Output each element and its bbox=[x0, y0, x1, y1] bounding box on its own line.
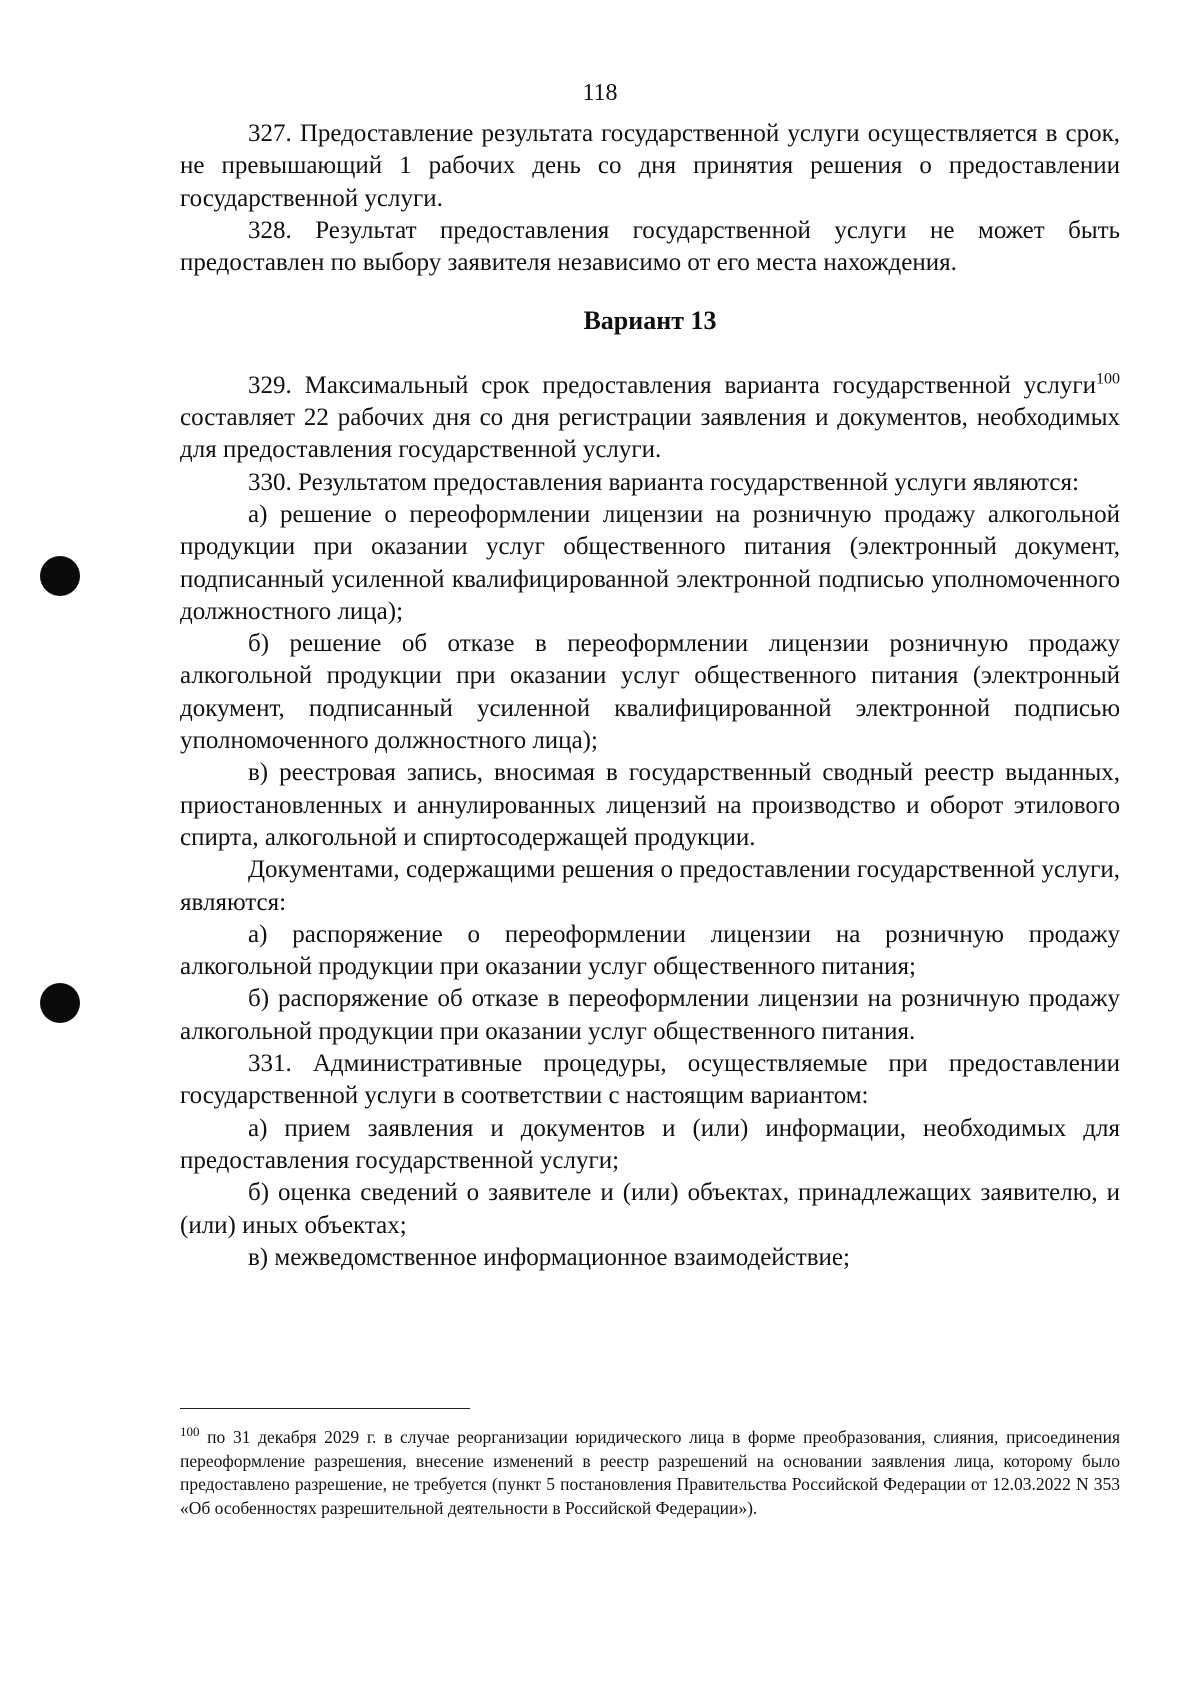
list-item-331-b: б) оценка сведений о заявителе и (или) объектах, принадлежащих заявителю, и (или) иных объектах; bbox=[180, 1179, 1120, 1239]
footnote bbox=[180, 1426, 1120, 1520]
list-item-330-v: в) реестровая запись, вносимая в государственный сводный реестр выданных, приостановленных и аннулированных лицензий на производство и оборот этилового спирта, алкогольной и спиртосодержащей продукции. bbox=[180, 759, 1120, 851]
paragraph-328: 328. Результат предоставления государственной услуги не может быть предоставлен по выбору заявителя независимо от его места нахождения. bbox=[180, 216, 1120, 277]
punch-hole-mark-top bbox=[40, 556, 80, 596]
list-item-331-a: а) прием заявления и документов и (или) информации, необходимых для предоставления государственной услуги; bbox=[180, 1114, 1120, 1174]
paragraph-decision-documents: Документами, содержащими решения о предоставлении государственной услуги, являются: bbox=[180, 856, 1120, 916]
document-body bbox=[180, 118, 1120, 1274]
footnote-marker: 100 bbox=[180, 1424, 200, 1440]
list-item-330-b: б) решение об отказе в переоформлении лицензии розничную продажу алкогольной продукции при оказании услуг общественного питания (электронный документ, подписанный усиленной квалифицированной электронной подписью уполномоченного должностного лица); bbox=[180, 630, 1120, 755]
footnote-reference[interactable]: 100 bbox=[1096, 370, 1120, 388]
paragraph-329-text-end: составляет 22 рабочих дня со дня регистрации заявления и документов, необходимых для предоставления государственной услуги. bbox=[180, 404, 1120, 464]
footnote-separator bbox=[180, 1408, 470, 1409]
paragraph-329 bbox=[180, 370, 1120, 467]
paragraph-327: 327. Предоставление результата государственной услуги осуществляется в срок, не превышающий 1 рабочих день со дня принятия решения о предоставлении государственной услуги. bbox=[180, 120, 1120, 212]
footnote-text: по 31 декабря 2029 г. в случае реорганизации юридического лица в форме преобразования, слияния, присоединения переоформление разрешения, внесение изменений в реестр разрешений на основании заявления лица, которому было предоставлено разрешение, не требуется (пункт 5 постановления Правительства Российской Федерации от 12.03.2022 N 353 «Об особенностях разрешительной деятельности в Российской Федерации»). bbox=[180, 1427, 1120, 1518]
list-item-decision-b: б) распоряжение об отказе в переоформлении лицензии на розничную продажу алкогольной продукции при оказании услуг общественного питания. bbox=[180, 985, 1120, 1045]
list-item-decision-a: а) распоряжение о переоформлении лицензии на розничную продажу алкогольной продукции при оказании услуг общественного питания; bbox=[180, 920, 1120, 981]
list-item-330-a: а) решение о переоформлении лицензии на розничную продажу алкогольной продукции при оказании услуг общественного питания (электронный документ, подписанный усиленной квалифицированной электронной подписью уполномоченного должностного лица); bbox=[180, 500, 1120, 625]
variant-heading: Вариант 13 bbox=[583, 306, 717, 336]
punch-hole-mark-bottom bbox=[40, 983, 80, 1023]
list-item-331-v: в) межведомственное информационное взаимодействие; bbox=[248, 1243, 850, 1271]
paragraph-331: 331. Административные процедуры, осуществляемые при предоставлении государственной услуги в соответствии с настоящим вариантом: bbox=[180, 1050, 1120, 1110]
paragraph-330: 330. Результатом предоставления варианта государственной услуги являются: bbox=[248, 468, 1079, 496]
paragraph-329-text-start: 329. Максимальный срок предоставления варианта государственной услуги bbox=[248, 371, 1096, 399]
page-number: 118 bbox=[582, 80, 618, 106]
